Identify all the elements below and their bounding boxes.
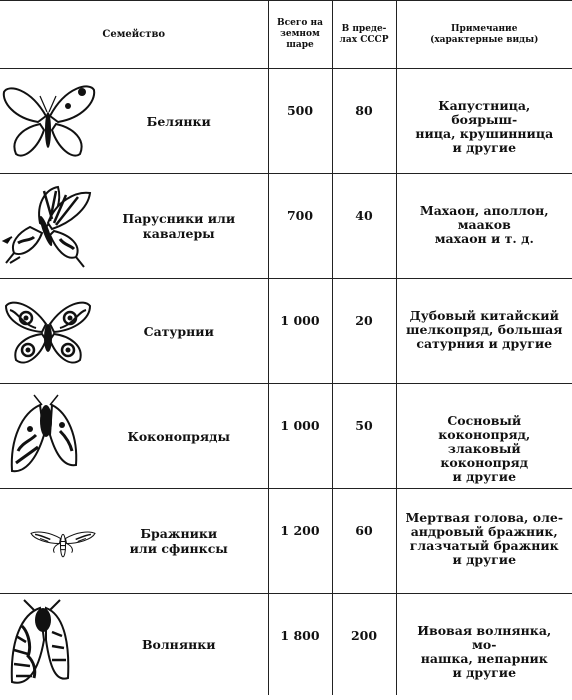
world-count: 1 000 (268, 279, 332, 384)
note-line: нашка, непарник (420, 651, 548, 666)
header-ussr-count (332, 1, 396, 69)
family-cell (0, 384, 268, 489)
header-note-line: Примечание (451, 23, 518, 34)
header-world-count (268, 1, 332, 69)
note-cell (396, 69, 572, 174)
family-name (96, 526, 268, 556)
swallowtail-icon (0, 178, 96, 274)
ussr-count: 80 (332, 69, 396, 174)
header-world-line: земном (280, 29, 320, 39)
note-line: злаковый коконопряд (440, 441, 529, 470)
ussr-count: 20 (332, 279, 396, 384)
world-count: 1 800 (268, 594, 332, 695)
note-line: Мертвая голова, оле- (405, 510, 564, 525)
note-line: Ивовая волнянка, мо- (417, 623, 552, 652)
ussr-count: 200 (332, 594, 396, 695)
family-name-line: Бражники (140, 526, 218, 541)
note-line: и другие (452, 552, 517, 567)
family-name: Парусники или кавалеры (122, 211, 236, 241)
header-note (396, 1, 572, 69)
family-name: Белянки (146, 113, 211, 129)
note-line: Сосновый коконопряд, (438, 413, 531, 442)
header-note-line: (характерные виды) (430, 34, 539, 45)
note-cell (396, 489, 572, 594)
table-row (0, 69, 572, 174)
note-line: ница, крушинница (415, 126, 554, 141)
family-name: Сатурнии (143, 323, 214, 339)
header-ussr-line: В преде- (341, 23, 387, 34)
table-row (0, 384, 572, 489)
note-line: сатурния и другие (416, 336, 553, 351)
note-line: андровый бражник, (410, 524, 558, 539)
table-row (0, 594, 572, 695)
note-cell (396, 384, 572, 489)
family-cell (0, 174, 268, 279)
world-count: 1 200 (268, 489, 332, 594)
world-count: 1 000 (268, 384, 332, 489)
note-line: Дубовый китайский (409, 308, 559, 323)
note-line: глазчатый бражник (409, 538, 559, 553)
note-line: и другие (452, 469, 517, 484)
note-line: и другие (452, 665, 517, 680)
world-count: 500 (268, 69, 332, 174)
header-world-line: Всего на (277, 18, 323, 28)
tussock-moth-icon (0, 596, 96, 692)
header-world-line: шаре (286, 40, 314, 50)
table-row (0, 279, 572, 384)
header-ussr-line: лах СССР (339, 34, 389, 45)
butterfly-white-icon (0, 73, 96, 169)
world-count: 700 (268, 174, 332, 279)
table-row (0, 174, 572, 279)
family-cell (0, 489, 268, 594)
ussr-count: 40 (332, 174, 396, 279)
note-line: Капустница, боярыш- (438, 98, 531, 127)
lasiocampa-moth-icon (0, 388, 96, 484)
family-name-line: или сфинксы (129, 541, 228, 556)
family-cell (0, 594, 268, 695)
note-line: махаон и т. д. (434, 231, 534, 246)
note-cell (396, 279, 572, 384)
family-cell (0, 69, 268, 174)
table-row (0, 489, 572, 594)
saturnia-moth-icon (0, 283, 96, 379)
note-line: Махаон, аполлон, мааков (419, 203, 549, 232)
hawk-moth-icon (0, 493, 96, 589)
note-line: и другие (452, 140, 517, 155)
family-name: Коконопряды (127, 428, 231, 444)
family-cell (0, 279, 268, 384)
ussr-count: 50 (332, 384, 396, 489)
note-line: шелкопряд, большая (406, 322, 563, 337)
note-cell (396, 174, 572, 279)
table-header-row (0, 1, 572, 69)
family-name: Волнянки (141, 636, 216, 652)
ussr-count: 60 (332, 489, 396, 594)
header-family: Семейство (0, 1, 268, 69)
note-cell (396, 594, 572, 695)
